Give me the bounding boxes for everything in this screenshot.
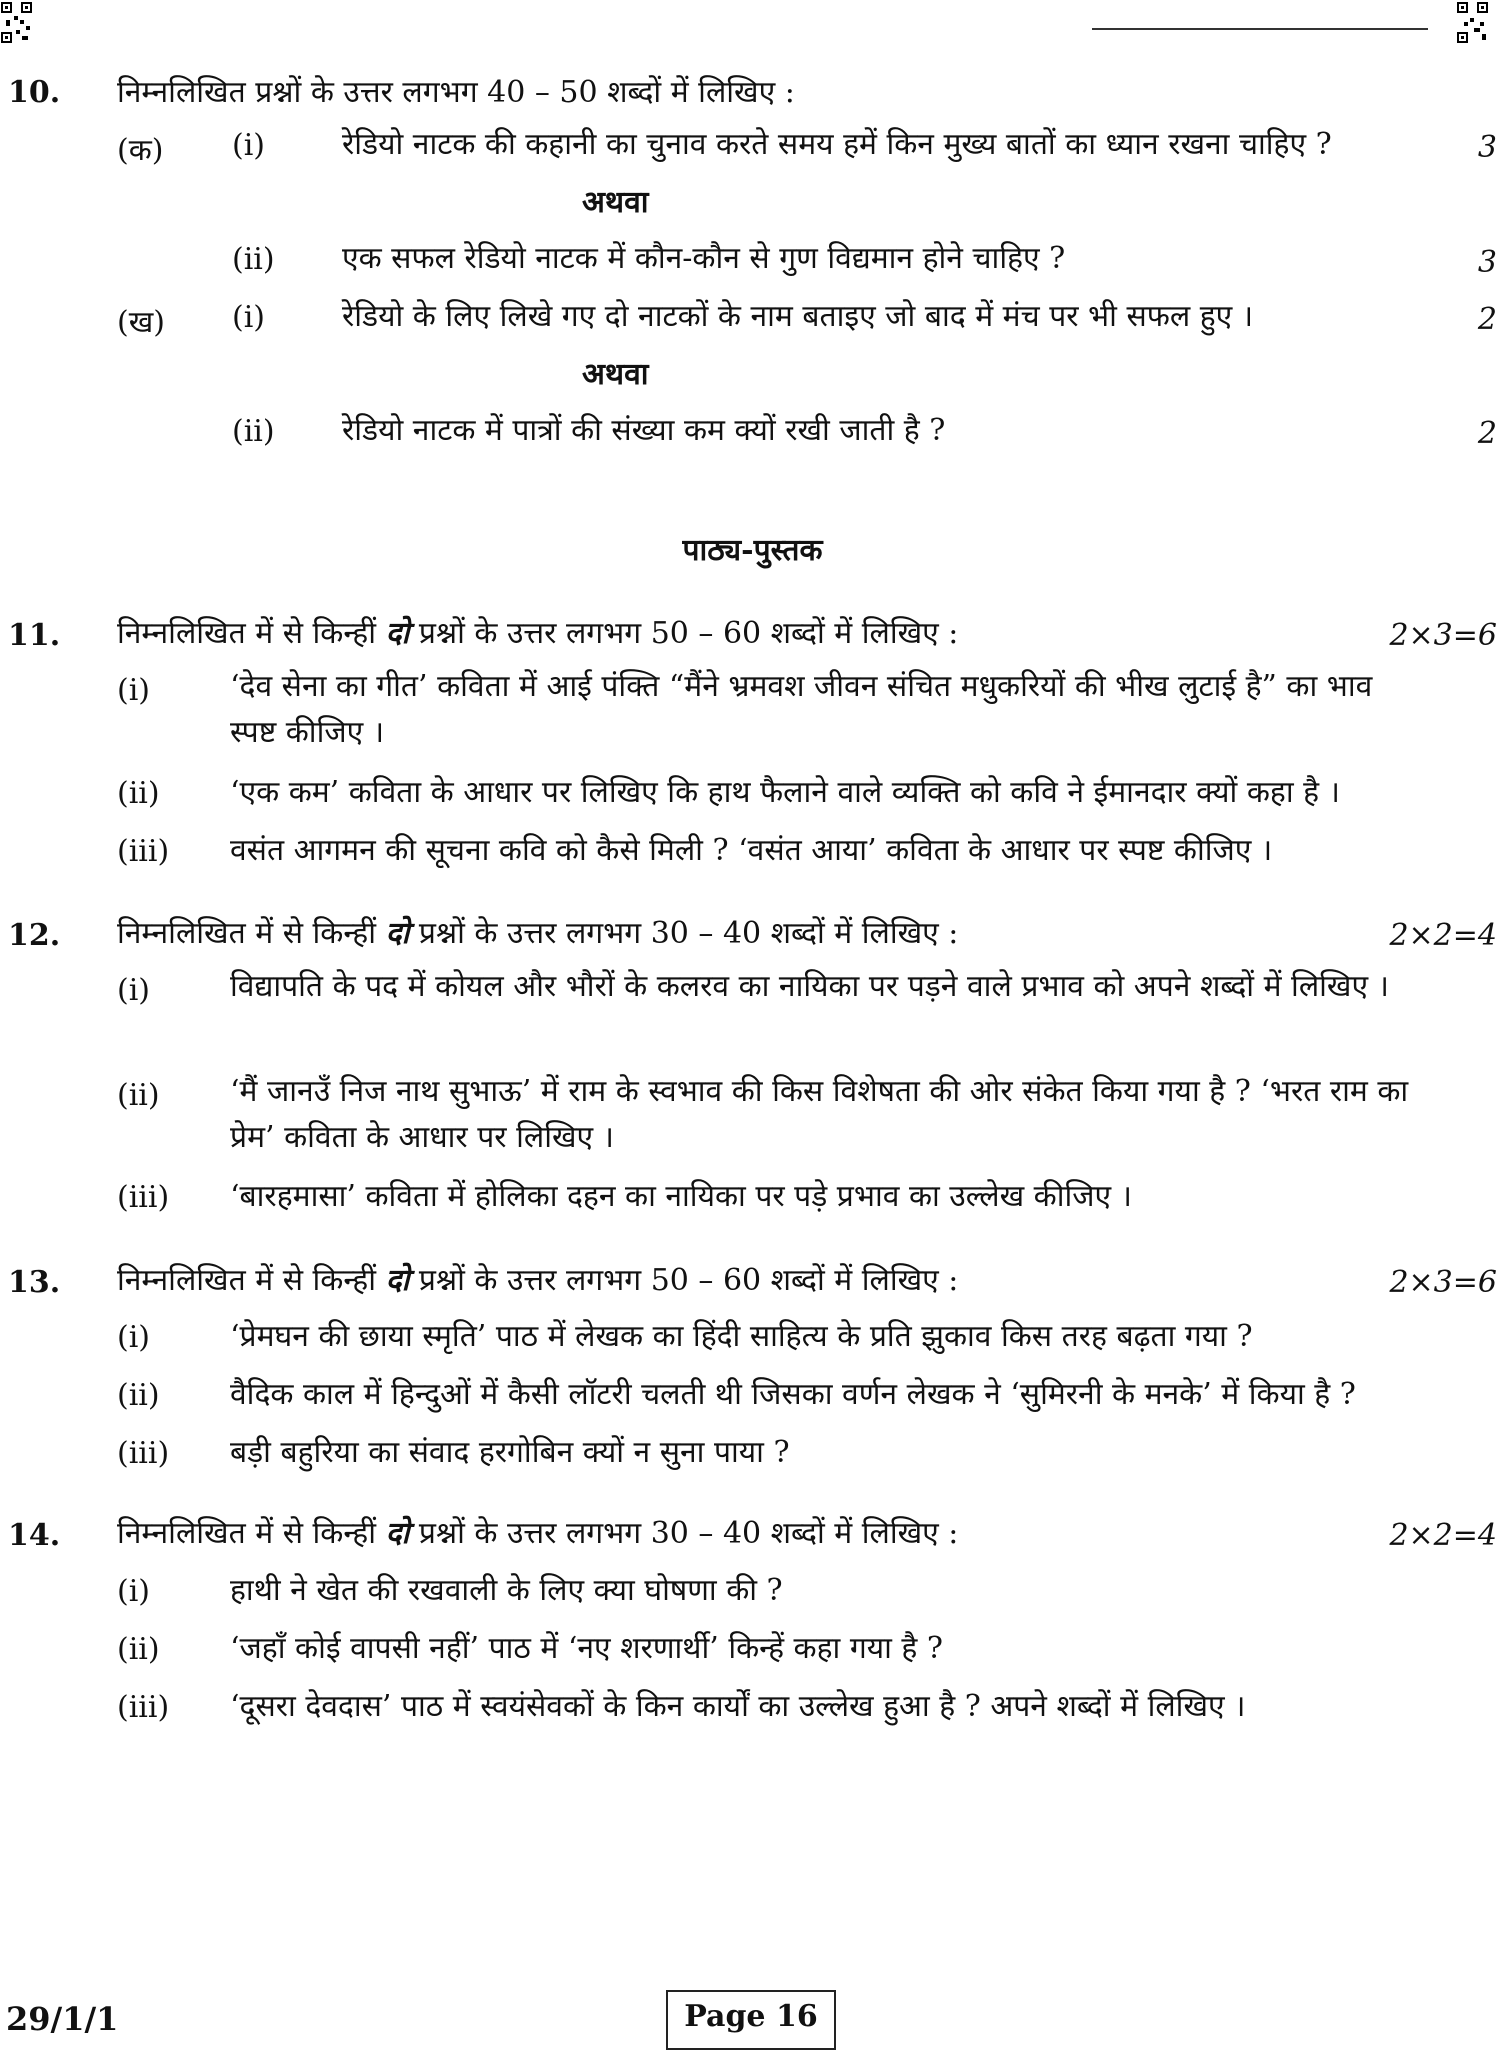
question-text: रेडियो नाटक में पात्रों की संख्या कम क्यों रखी जाती है ?	[342, 413, 946, 448]
page-number: Page 16	[666, 1990, 836, 2050]
question-text: ‘मैं जानउँ निज नाथ सुभाऊ’ में राम के स्वभाव की किस विशेषता की ओर संकेत किया गया है ? ‘भरत राम का प्रेम’ कविता के आधार पर लिखिए ।	[230, 1074, 1409, 1155]
subpart-label: (ii)	[117, 776, 160, 811]
or-separator: अथवा	[582, 357, 649, 392]
prompt-text: प्रश्नों के उत्तर लगभग 30 – 40 शब्दों में लिखिए :	[418, 1516, 959, 1551]
prompt-text: प्रश्नों के उत्तर लगभग 50 – 60 शब्दों में लिखिए :	[418, 1263, 959, 1298]
subpart-label: (i)	[117, 1320, 151, 1355]
prompt-text: प्रश्नों के उत्तर लगभग 50 – 60 शब्दों में लिखिए :	[418, 616, 959, 651]
subpart-label: (ii)	[232, 242, 275, 277]
subpart-label: (iii)	[117, 834, 170, 869]
question-text: ‘प्रेमघन की छाया स्मृति’ पाठ में लेखक का हिंदी साहित्य के प्रति झुकाव किस तरह बढ़ता गया ?	[230, 1319, 1253, 1354]
question-number: 14.	[8, 1518, 61, 1553]
or-separator: अथवा	[582, 185, 649, 220]
marks: 2	[1477, 416, 1497, 451]
question-text: रेडियो के लिए लिखे गए दो नाटकों के नाम बताइए जो बाद में मंच पर भी सफल हुए ।	[342, 299, 1254, 334]
subpart-label: (ii)	[117, 1378, 160, 1413]
prompt-text: निम्नलिखित में से किन्हीं	[117, 616, 377, 651]
subpart-label: (iii)	[117, 1436, 170, 1471]
marks: 3	[1477, 245, 1497, 280]
prompt-text: निम्नलिखित में से किन्हीं	[117, 916, 377, 951]
question-number: 13.	[8, 1265, 61, 1300]
prompt-text: निम्नलिखित में से किन्हीं	[117, 1516, 377, 1551]
question-text: ‘एक कम’ कविता के आधार पर लिखिए कि हाथ फैलाने वाले व्यक्ति को कवि ने ईमानदार क्यों कहा है ।	[230, 775, 1340, 810]
prompt-emphasis: दो	[385, 616, 410, 651]
prompt-emphasis: दो	[385, 1263, 410, 1298]
question-prompt	[117, 611, 958, 657]
question-number: 11.	[8, 618, 61, 653]
subpart-label: (iii)	[117, 1690, 170, 1725]
question-prompt	[117, 911, 958, 957]
marks: 2×2=4	[1389, 918, 1497, 953]
prompt-text: निम्नलिखित में से किन्हीं	[117, 1263, 377, 1298]
subpart-label: (i)	[232, 128, 266, 163]
marks: 2	[1477, 302, 1497, 337]
question-prompt	[117, 1511, 958, 1557]
question-text: एक सफल रेडियो नाटक में कौन-कौन से गुण विद्यमान होने चाहिए ?	[342, 241, 1066, 276]
marks: 2×3=6	[1389, 618, 1497, 653]
part-label: (ख)	[117, 305, 165, 340]
question-text: रेडियो नाटक की कहानी का चुनाव करते समय हमें किन मुख्य बातों का ध्यान रखना चाहिए ?	[342, 127, 1332, 162]
marks: 2×2=4	[1389, 1518, 1497, 1553]
subpart-label: (iii)	[117, 1180, 170, 1215]
qr-code-icon	[0, 0, 34, 46]
question-text: ‘जहाँ कोई वापसी नहीं’ पाठ में ‘नए शरणार्थी’ किन्हें कहा गया है ?	[230, 1631, 943, 1666]
question-text: विद्यापति के पद में कोयल और भौरों के कलरव का नायिका पर पड़ने वाले प्रभाव को अपने शब्दों में लिखिए ।	[230, 969, 1389, 1004]
subpart-label: (ii)	[232, 414, 275, 449]
subpart-label: (i)	[232, 300, 266, 335]
question-text: हाथी ने खेत की रखवाली के लिए क्या घोषणा की ?	[230, 1573, 783, 1608]
question-text: ‘बारहमासा’ कविता में होलिका दहन का नायिका पर पड़े प्रभाव का उल्लेख कीजिए ।	[230, 1179, 1133, 1214]
question-number: 10.	[8, 75, 61, 110]
subpart-label: (i)	[117, 973, 151, 1008]
question-text: वैदिक काल में हिन्दुओं में कैसी लॉटरी चलती थी जिसका वर्णन लेखक ने ‘सुमिरनी के मनके’ में किया है ?	[230, 1377, 1356, 1412]
marks: 2×3=6	[1389, 1265, 1497, 1300]
subpart-label: (i)	[117, 1574, 151, 1609]
prompt-emphasis: दो	[385, 916, 410, 951]
prompt-text: प्रश्नों के उत्तर लगभग 30 – 40 शब्दों में लिखिए :	[418, 916, 959, 951]
subpart-label: (ii)	[117, 1632, 160, 1667]
question-prompt	[117, 1258, 958, 1304]
question-number: 12.	[8, 918, 61, 953]
qr-code-icon	[1456, 0, 1490, 46]
question-text: बड़ी बहुरिया का संवाद हरगोबिन क्यों न सुना पाया ?	[230, 1435, 790, 1470]
question-prompt: निम्नलिखित प्रश्नों के उत्तर लगभग 40 – 50 शब्दों में लिखिए :	[117, 75, 795, 110]
subpart-label: (ii)	[117, 1078, 160, 1113]
subpart-label: (i)	[117, 673, 151, 708]
paper-code: 29/1/1	[6, 2000, 119, 2038]
prompt-emphasis: दो	[385, 1516, 410, 1551]
question-text: ‘दूसरा देवदास’ पाठ में स्वयंसेवकों के किन कार्यों का उल्लेख हुआ है ? अपने शब्दों में लिखिए ।	[230, 1689, 1246, 1724]
part-label: (क)	[117, 133, 164, 168]
header-rule	[1092, 28, 1428, 30]
question-text: वसंत आगमन की सूचना कवि को कैसे मिली ? ‘वसंत आया’ कविता के आधार पर स्पष्ट कीजिए ।	[230, 833, 1273, 868]
question-text: ‘देव सेना का गीत’ कविता में आई पंक्ति “मैंने भ्रमवश जीवन संचित मधुकरियों की भीख लुटाई है” का भाव स्पष्ट कीजिए ।	[230, 669, 1373, 750]
section-title: पाठ्य-पुस्तक	[682, 533, 823, 568]
marks: 3	[1477, 130, 1497, 165]
